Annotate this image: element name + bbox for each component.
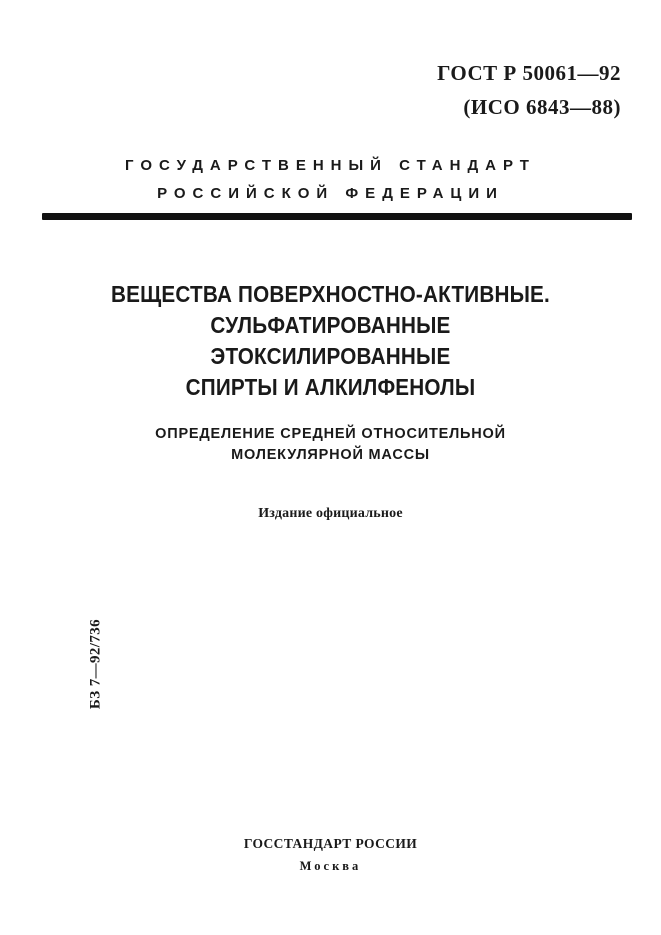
standard-type-line-2: РОССИЙСКОЙ ФЕДЕРАЦИИ [157, 185, 504, 202]
title-line-1: ВЕЩЕСТВА ПОВЕРХНОСТНО-АКТИВНЫЕ. [111, 281, 550, 307]
iso-number: (ИСО 6843—88) [463, 95, 621, 119]
title-line-2: СУЛЬФАТИРОВАННЫЕ [210, 312, 451, 338]
publisher-block [0, 833, 661, 877]
standard-type-line-1: ГОСУДАРСТВЕННЫЙ СТАНДАРТ [125, 157, 536, 174]
divider-rule [42, 213, 632, 220]
gost-number: ГОСТ Р 50061—92 [437, 61, 621, 85]
side-print-code: БЗ 7—92/736 [87, 618, 104, 710]
document-subtitle [0, 424, 661, 466]
publisher-name: ГОССТАНДАРТ РОССИИ [243, 836, 418, 851]
title-line-3: ЭТОКСИЛИРОВАННЫЕ [210, 343, 451, 369]
edition-note: Издание официальное [258, 506, 403, 521]
publisher-city: Москва [299, 859, 362, 873]
title-line-4: СПИРТЫ И АЛКИЛФЕНОЛЫ [185, 374, 476, 400]
subtitle-line-2: МОЛЕКУЛЯРНОЙ МАССЫ [231, 447, 430, 463]
standard-type [0, 152, 661, 208]
document-title [33, 279, 628, 403]
gost-designation [437, 56, 621, 124]
subtitle-line-1: ОПРЕДЕЛЕНИЕ СРЕДНЕЙ ОТНОСИТЕЛЬНОЙ [155, 426, 506, 442]
